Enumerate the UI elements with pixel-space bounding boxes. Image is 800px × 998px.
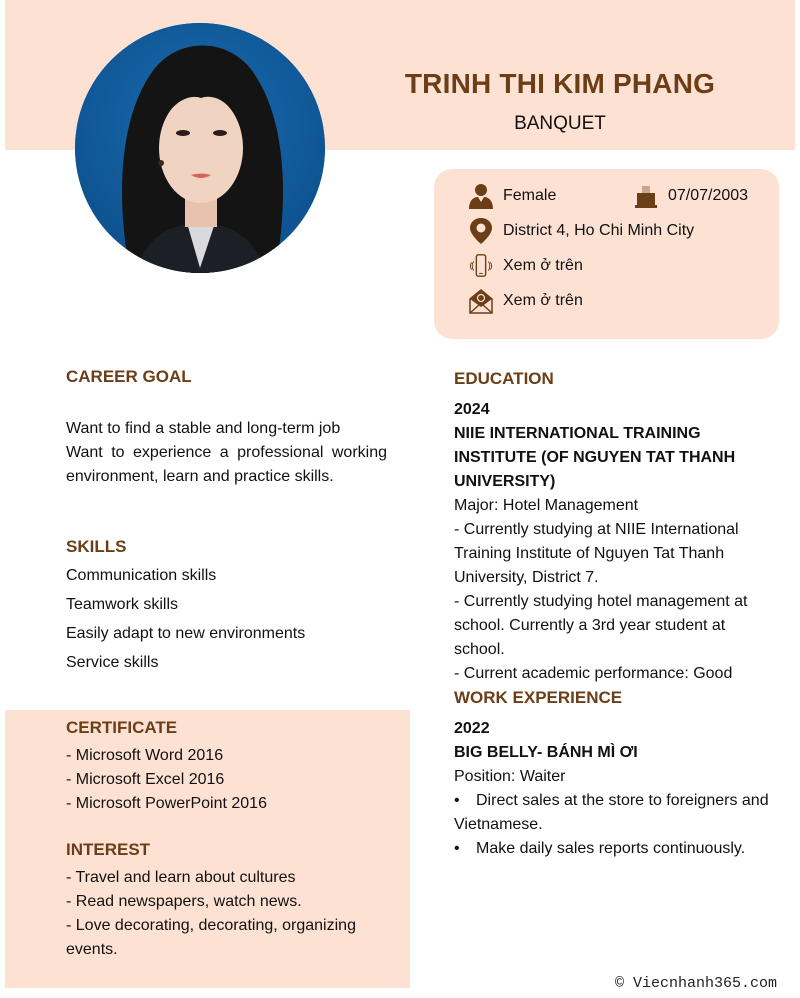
skill-item: Communication skills: [66, 567, 217, 584]
skills-heading: SKILLS: [66, 537, 127, 556]
education-block: [454, 398, 779, 686]
bullet-icon: •: [454, 792, 460, 809]
candidate-name: TRINH THI KIM PHANG: [404, 68, 716, 99]
work-experience-heading: WORK EXPERIENCE: [454, 688, 623, 707]
skill-item: Teamwork skills: [66, 596, 179, 613]
certificate-item: - Microsoft Excel 2016: [66, 771, 225, 788]
certificate-heading: CERTIFICATE: [66, 718, 178, 737]
education-heading: EDUCATION: [454, 369, 554, 388]
career-goal-line: Want to experience a professional working environment, learn and practice skills.: [66, 444, 387, 485]
work-position: Position: Waiter: [454, 768, 566, 785]
job-title: BANQUET: [514, 113, 606, 134]
phone-icon: [468, 252, 494, 280]
address-value: District 4, Ho Chi Minh City: [503, 222, 695, 239]
work-company: BIG BELLY- BÁNH MÌ ƠI: [454, 744, 638, 761]
education-year: 2024: [454, 401, 490, 418]
work-bullet: [454, 837, 779, 861]
work-bullet: [454, 789, 779, 837]
education-school: NIIE INTERNATIONAL TRAINING INSTITUTE (OF NGUYEN TAT THANH UNIVERSITY): [454, 425, 736, 490]
location-pin-icon: [468, 217, 494, 245]
copyright-footer: © Viecnhanh365.com: [614, 975, 777, 992]
birthday-cake-icon: [633, 182, 659, 210]
education-detail: - Currently studying hotel management at school. Currently a 3rd year student at school.: [454, 593, 748, 658]
email-value: Xem ở trên: [503, 292, 583, 309]
gender-row: [468, 182, 556, 210]
education-detail: - Current academic performance: Good: [454, 665, 733, 682]
interest-heading: INTEREST: [66, 840, 151, 859]
career-goal-text: [66, 417, 387, 489]
work-bullet-text: Direct sales at the store to foreigners and Vietnamese.: [454, 792, 769, 833]
education-major: Major: Hotel Management: [454, 497, 639, 514]
work-year: 2022: [454, 720, 490, 737]
interest-item: - Travel and learn about cultures: [66, 869, 296, 886]
interest-item: - Read newspapers, watch news.: [66, 893, 302, 910]
gender-value: Female: [503, 187, 557, 204]
interest-item: - Love decorating, decorating, organizing events.: [66, 917, 356, 958]
certificate-list: [66, 744, 396, 816]
birthday-value: 07/07/2003: [668, 187, 749, 204]
birthday-row: [633, 182, 748, 210]
work-experience-block: [454, 717, 779, 861]
email-icon: [468, 287, 494, 315]
career-goal-heading: CAREER GOAL: [66, 367, 192, 386]
certificate-item: - Microsoft PowerPoint 2016: [66, 795, 267, 812]
portrait-illustration: [75, 23, 325, 273]
skill-item: Service skills: [66, 654, 159, 671]
phone-value: Xem ở trên: [503, 257, 583, 274]
bullet-icon: •: [454, 840, 460, 857]
certificate-item: - Microsoft Word 2016: [66, 747, 224, 764]
phone-row: [468, 252, 583, 280]
education-detail: - Currently studying at NIIE International Training Institute of Nguyen Tat Thanh University, District 7.: [454, 521, 739, 586]
work-bullet-text: Make daily sales reports continuously.: [476, 840, 746, 857]
skill-item: Easily adapt to new environments: [66, 625, 306, 642]
email-row: [468, 287, 583, 315]
contact-card: [434, 169, 779, 339]
profile-photo: [75, 23, 325, 273]
skills-list: [66, 561, 396, 677]
interest-list: [66, 866, 366, 962]
career-goal-line: Want to find a stable and long-term job: [66, 420, 341, 437]
person-icon: [468, 182, 494, 210]
address-row: [468, 217, 694, 245]
